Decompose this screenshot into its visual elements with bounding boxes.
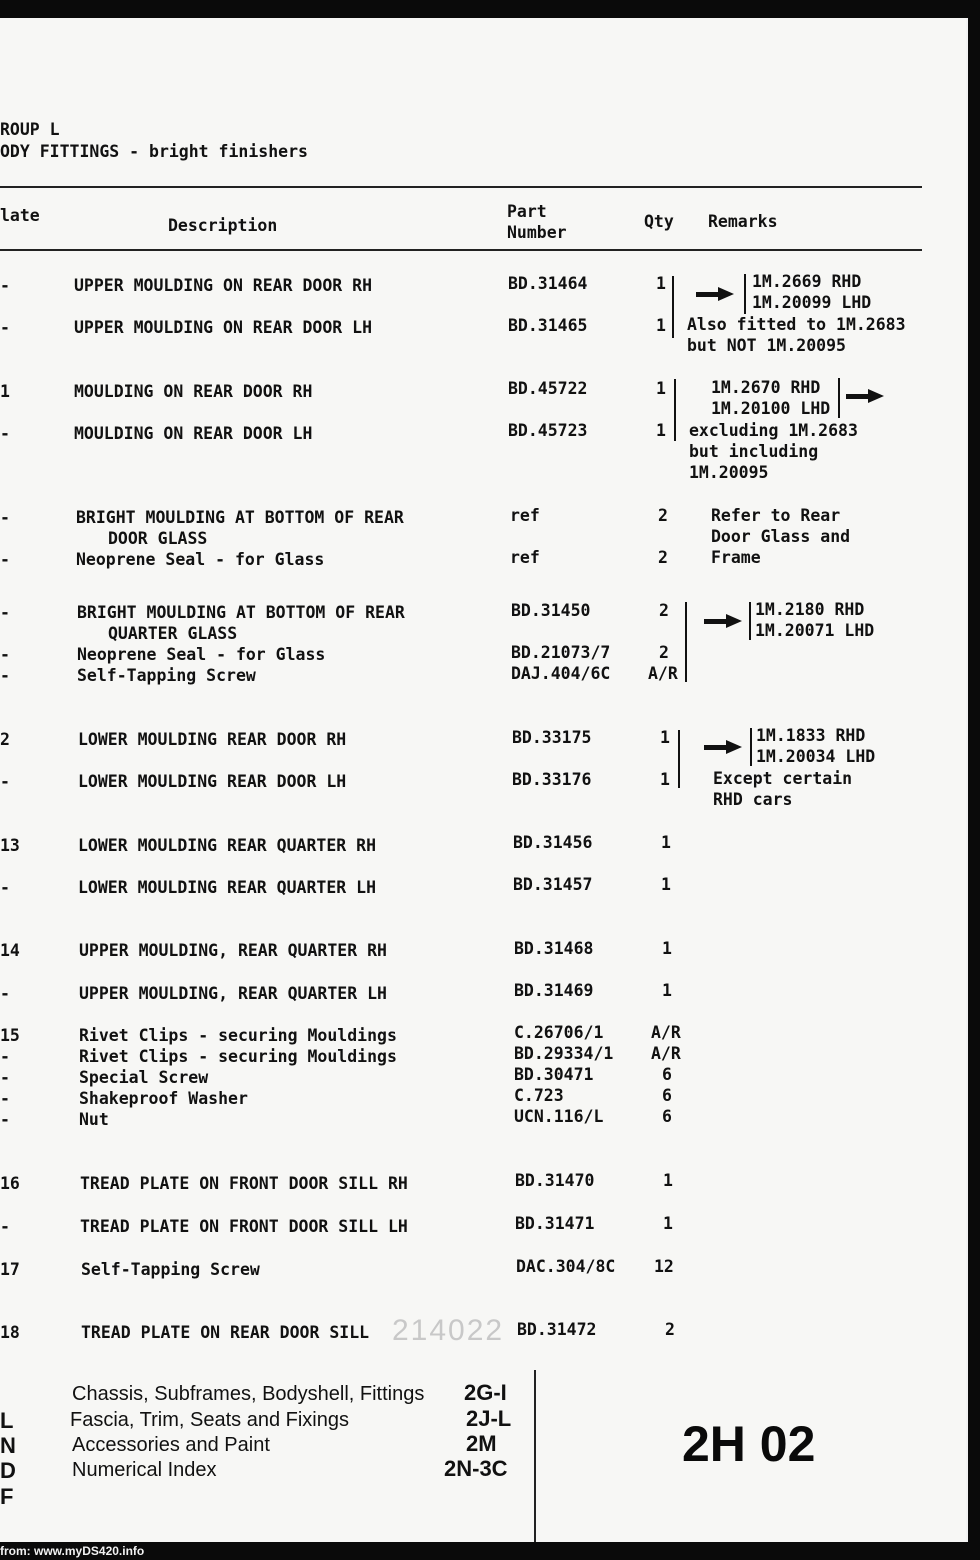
- row-description: BRIGHT MOULDING AT BOTTOM OF REAR: [77, 603, 405, 622]
- header-top-rule: [0, 186, 922, 188]
- row-part-number: BD.31456: [513, 833, 593, 852]
- row-qty: 1: [656, 421, 666, 440]
- remarks-bracket: [674, 379, 676, 441]
- row-description: LOWER MOULDING REAR DOOR RH: [78, 730, 347, 749]
- legend-code: 2M: [466, 1431, 497, 1456]
- row-qty: 2: [658, 548, 668, 567]
- row-qty: 1: [663, 1171, 673, 1190]
- scan-border-top: [0, 0, 980, 18]
- row-part-number: BD.29334/1: [514, 1044, 614, 1063]
- row-plate: 2: [0, 730, 10, 749]
- row-plate: -: [0, 1089, 10, 1108]
- row-part-number: UCN.116/L: [514, 1107, 604, 1126]
- row-description-cont: QUARTER GLASS: [108, 624, 238, 643]
- col-part-number-line1: Part: [507, 202, 547, 221]
- remark-text: Also fitted to 1M.2683: [687, 315, 906, 334]
- row-plate: -: [0, 666, 10, 685]
- row-plate: 14: [0, 941, 20, 960]
- remark-text: 1M.20071 LHD: [755, 621, 875, 640]
- remark-text: 1M.1833 RHD: [756, 726, 866, 745]
- row-qty: 1: [656, 316, 666, 335]
- col-description: Description: [168, 216, 278, 235]
- remark-text: 1M.2669 RHD: [752, 272, 862, 291]
- remark-text: but including: [689, 442, 819, 461]
- remark-text: RHD cars: [713, 790, 793, 809]
- remarks-divider: [749, 602, 751, 640]
- row-part-number: BD.31457: [513, 875, 593, 894]
- row-plate: 18: [0, 1323, 20, 1342]
- row-qty: 2: [658, 506, 668, 525]
- remark-text: 1M.20095: [689, 463, 769, 482]
- legend-key: D: [0, 1458, 16, 1483]
- remark-text: Except certain: [713, 769, 853, 788]
- row-part-number: DAJ.404/6C: [511, 664, 611, 683]
- row-part-number: BD.31472: [517, 1320, 597, 1339]
- row-qty: 6: [662, 1086, 672, 1105]
- row-description: LOWER MOULDING REAR DOOR LH: [78, 772, 347, 791]
- row-plate: -: [0, 1217, 10, 1236]
- row-qty: 2: [659, 643, 669, 662]
- remark-text: 1M.2670 RHD: [711, 378, 821, 397]
- catalogue-sheet: [0, 18, 966, 1542]
- legend-label: Chassis, Subframes, Bodyshell, Fittings: [72, 1383, 425, 1405]
- row-qty: 1: [661, 875, 671, 894]
- row-description: TREAD PLATE ON FRONT DOOR SILL RH: [80, 1174, 408, 1193]
- legend-label: Fascia, Trim, Seats and Fixings: [70, 1409, 349, 1431]
- row-plate: -: [0, 645, 10, 664]
- row-qty: A/R: [651, 1023, 681, 1042]
- row-qty: 12: [654, 1257, 674, 1276]
- row-part-number: BD.45723: [508, 421, 588, 440]
- row-description-cont: DOOR GLASS: [108, 529, 208, 548]
- row-part-number: C.26706/1: [514, 1023, 604, 1042]
- row-description: Self-Tapping Screw: [81, 1260, 260, 1279]
- row-plate: -: [0, 772, 10, 791]
- row-part-number: BD.30471: [514, 1065, 594, 1084]
- row-qty: 1: [663, 1214, 673, 1233]
- legend-key: N: [0, 1433, 16, 1458]
- row-description: LOWER MOULDING REAR QUARTER LH: [78, 878, 377, 897]
- remark-text: 1M.20099 LHD: [752, 293, 872, 312]
- row-plate: 1: [0, 382, 10, 401]
- remark-text: excluding 1M.2683: [689, 421, 858, 440]
- row-description: TREAD PLATE ON FRONT DOOR SILL LH: [80, 1217, 408, 1236]
- row-part-number: BD.45722: [508, 379, 588, 398]
- row-description: BRIGHT MOULDING AT BOTTOM OF REAR: [76, 508, 404, 527]
- legend-code: 2N-3C: [444, 1456, 508, 1481]
- row-description: UPPER MOULDING, REAR QUARTER RH: [79, 941, 387, 960]
- row-description: Self-Tapping Screw: [77, 666, 256, 685]
- row-part-number: BD.31468: [514, 939, 594, 958]
- header-bottom-rule: [0, 249, 922, 251]
- row-qty: 1: [660, 728, 670, 747]
- remark-text: 1M.20034 LHD: [756, 747, 876, 766]
- row-part-number: BD.31465: [508, 316, 588, 335]
- row-description: UPPER MOULDING ON REAR DOOR LH: [74, 318, 373, 337]
- faint-stamp: 214022: [392, 1314, 505, 1347]
- remark-text: Door Glass and: [711, 527, 851, 546]
- row-qty: 6: [662, 1107, 672, 1126]
- arrow-right-icon: [696, 287, 734, 301]
- remarks-divider: [744, 274, 746, 314]
- row-qty: A/R: [648, 664, 678, 683]
- row-description: Rivet Clips - securing Mouldings: [79, 1026, 397, 1045]
- row-plate: 15: [0, 1026, 20, 1045]
- legend-label: Numerical Index: [72, 1459, 217, 1481]
- row-description: MOULDING ON REAR DOOR LH: [74, 424, 313, 443]
- group-title: ROUP L: [0, 120, 60, 139]
- row-part-number: BD.31471: [515, 1214, 595, 1233]
- row-plate: 13: [0, 836, 20, 855]
- col-plate: late: [0, 206, 40, 225]
- row-plate: -: [0, 878, 10, 897]
- arrow-right-icon: [704, 614, 742, 628]
- remark-text: Refer to Rear: [711, 506, 841, 525]
- row-part-number: BD.33176: [512, 770, 592, 789]
- remark-text: Frame: [711, 548, 761, 567]
- legend-key: L: [0, 1408, 14, 1433]
- remarks-bracket: [678, 730, 680, 788]
- row-plate: -: [0, 550, 10, 569]
- legend-label: Accessories and Paint: [72, 1434, 270, 1456]
- row-qty: 1: [656, 274, 666, 293]
- row-description: Nut: [79, 1110, 109, 1129]
- col-remarks: Remarks: [708, 212, 778, 231]
- row-description: UPPER MOULDING, REAR QUARTER LH: [79, 984, 387, 1003]
- row-plate: -: [0, 1110, 10, 1129]
- legend-code: 2J-L: [466, 1406, 512, 1431]
- remark-text: 1M.2180 RHD: [755, 600, 865, 619]
- row-qty: 2: [665, 1320, 675, 1339]
- remarks-divider: [750, 728, 752, 766]
- row-description: Shakeproof Washer: [79, 1089, 248, 1108]
- row-plate: -: [0, 508, 10, 527]
- row-qty: 1: [660, 770, 670, 789]
- legend-code: 2G-I: [464, 1380, 507, 1405]
- remarks-bracket: [685, 602, 687, 682]
- row-qty: 6: [662, 1065, 672, 1084]
- row-description: Neoprene Seal - for Glass: [77, 645, 326, 664]
- row-description: TREAD PLATE ON REAR DOOR SILL: [81, 1323, 370, 1342]
- row-qty: 2: [659, 601, 669, 620]
- row-plate: -: [0, 984, 10, 1003]
- row-plate: -: [0, 1047, 10, 1066]
- remarks-divider: [838, 378, 840, 418]
- row-plate: -: [0, 424, 10, 443]
- row-part-number: BD.31470: [515, 1171, 595, 1190]
- remarks-bracket: [672, 276, 674, 338]
- row-part-number: ref: [510, 548, 540, 567]
- row-description: Neoprene Seal - for Glass: [76, 550, 325, 569]
- arrow-right-icon: [704, 740, 742, 754]
- row-plate: -: [0, 603, 10, 622]
- row-plate: -: [0, 276, 10, 295]
- row-part-number: BD.33175: [512, 728, 592, 747]
- row-qty: A/R: [651, 1044, 681, 1063]
- legend-key: F: [0, 1484, 14, 1509]
- scan-border-right: [968, 0, 980, 1560]
- row-description: LOWER MOULDING REAR QUARTER RH: [78, 836, 377, 855]
- page-code-box-border: [534, 1370, 536, 1560]
- row-plate: -: [0, 1068, 10, 1087]
- remark-text: but NOT 1M.20095: [687, 336, 846, 355]
- row-part-number: ref: [510, 506, 540, 525]
- row-plate: -: [0, 318, 10, 337]
- row-part-number: BD.31464: [508, 274, 588, 293]
- row-plate: 17: [0, 1260, 20, 1279]
- scan-border-bottom: [0, 1542, 980, 1560]
- row-qty: 1: [662, 981, 672, 1000]
- page-code: 2H 02: [682, 1416, 816, 1472]
- row-part-number: BD.31469: [514, 981, 594, 1000]
- row-description: Special Screw: [79, 1068, 209, 1087]
- row-part-number: BD.21073/7: [511, 643, 611, 662]
- row-part-number: DAC.304/8C: [516, 1257, 616, 1276]
- col-qty: Qty: [644, 212, 674, 231]
- row-plate: 16: [0, 1174, 20, 1193]
- row-description: MOULDING ON REAR DOOR RH: [74, 382, 313, 401]
- row-qty: 1: [656, 379, 666, 398]
- row-qty: 1: [662, 939, 672, 958]
- section-subtitle: ODY FITTINGS - bright finishers: [0, 142, 308, 161]
- row-description: UPPER MOULDING ON REAR DOOR RH: [74, 276, 373, 295]
- row-description: Rivet Clips - securing Mouldings: [79, 1047, 397, 1066]
- remark-text: 1M.20100 LHD: [711, 399, 831, 418]
- col-part-number-line2: Number: [507, 223, 567, 242]
- row-part-number: C.723: [514, 1086, 564, 1105]
- source-credit: from: www.myDS420.info: [0, 1544, 145, 1558]
- row-qty: 1: [661, 833, 671, 852]
- arrow-right-icon: [846, 389, 884, 403]
- row-part-number: BD.31450: [511, 601, 591, 620]
